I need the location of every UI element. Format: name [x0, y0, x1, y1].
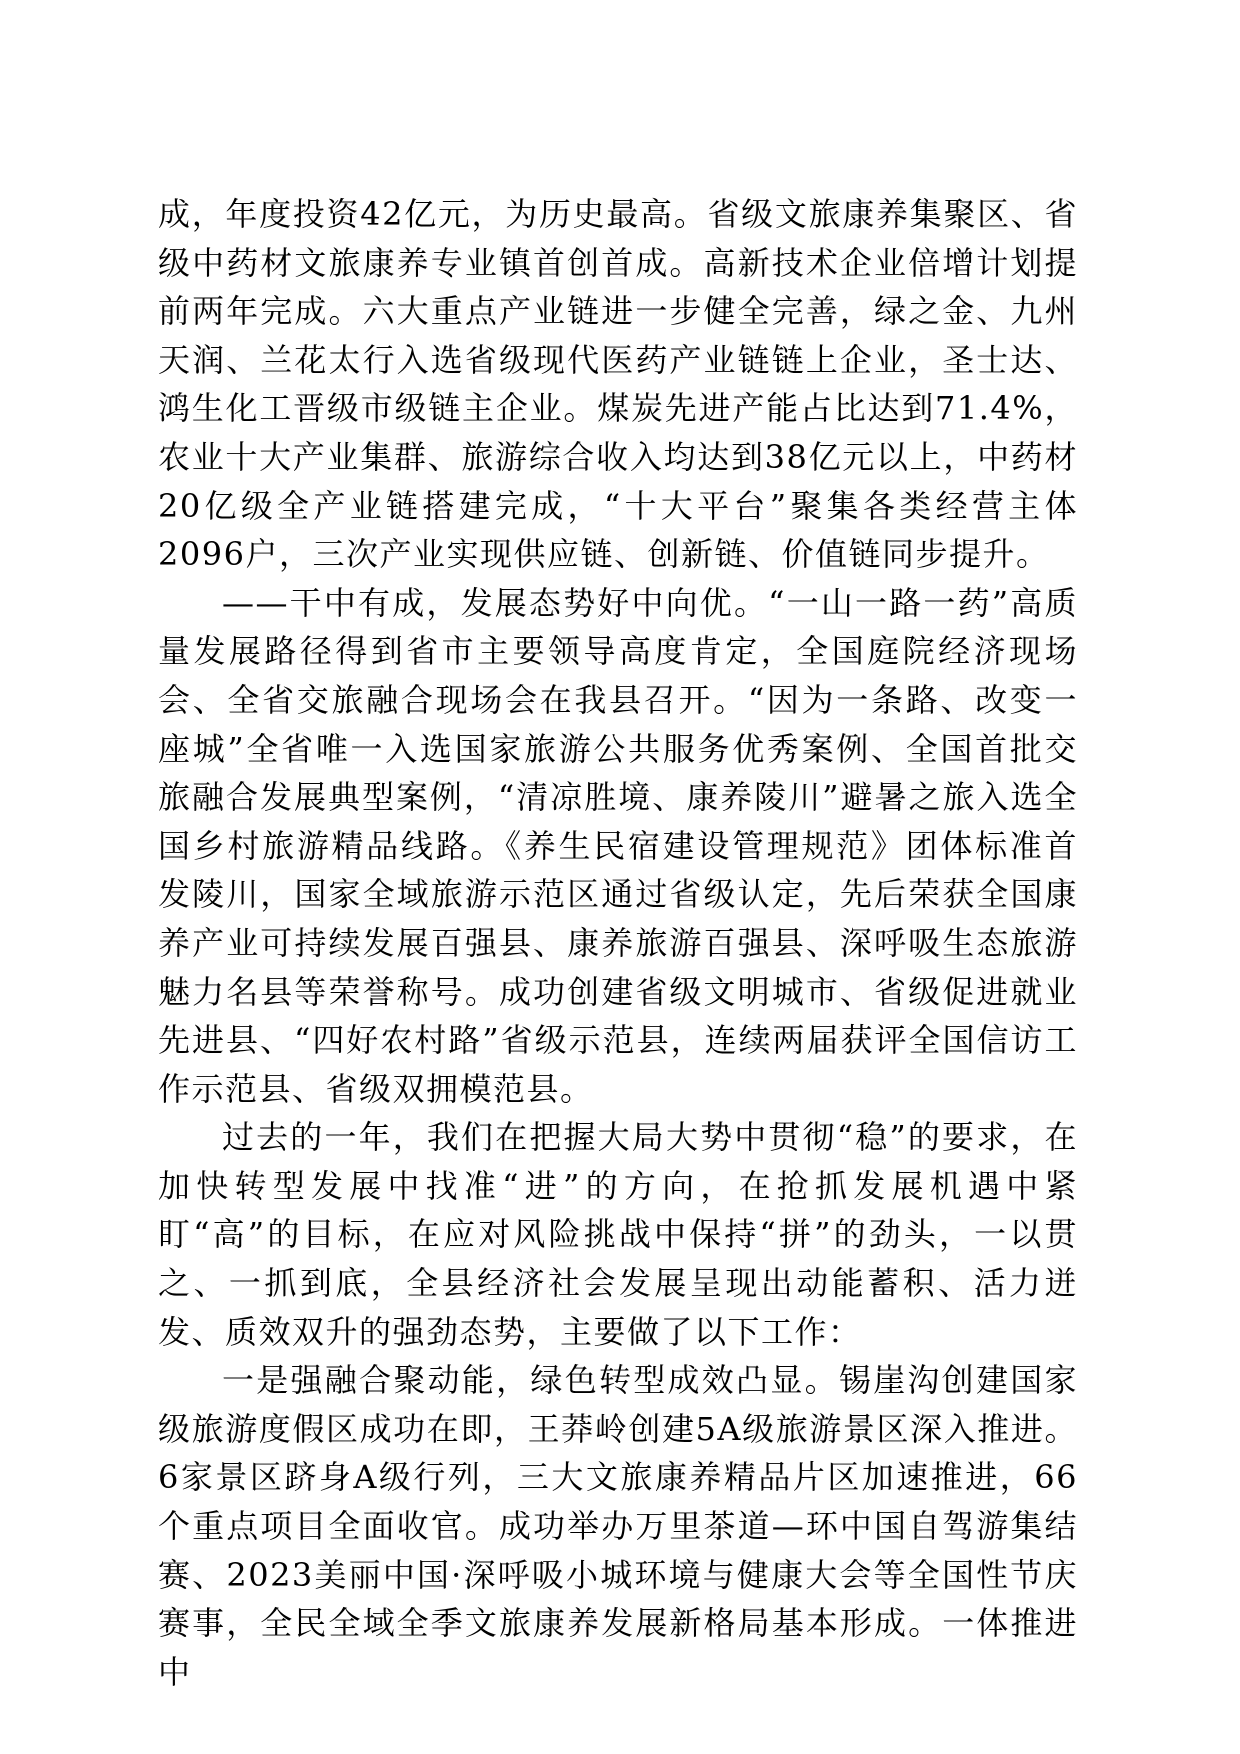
paragraph-2: ——干中有成，发展态势好中向优。“一山一路一药”高质量发展路径得到省市主要领导高度肯定，全国庭院经济现场会、全省交旅融合现场会在我县召开。“因为一条路、改变一座城”全省唯一入选国家旅游公共服务优秀案例、全国首批交旅融合发展典型案例，“清凉胜境、康养陵川”避暑之旅入选全国乡村旅游精品线路。《养生民宿建设管理规范》团体标准首发陵川，国家全域旅游示范区通过省级认定，先后荣获全国康养产业可持续发展百强县、康养旅游百强县、深呼吸生态旅游魅力名县等荣誉称号。成功创建省级文明城市、省级促进就业先进县、“四好农村路”省级示范县，连续两届获评全国信访工作示范县、省级双拥模范县。	[158, 583, 1078, 1108]
paragraph-3: 过去的一年，我们在把握大局大势中贯彻“稳”的要求，在加快转型发展中找准“进”的方向，在抢抓发展机遇中紧盯“高”的目标，在应对风险挑战中保持“拼”的劲头，一以贯之、一抓到底，全县经济社会发展呈现出动能蓄积、活力迸发、质效双升的强劲态势，主要做了以下工作：	[158, 1118, 1078, 1351]
document-body	[158, 190, 1078, 1696]
paragraph-1: 成，年度投资42亿元，为历史最高。省级文旅康养集聚区、省级中药材文旅康养专业镇首创首成。高新技术企业倍增计划提前两年完成。六大重点产业链进一步健全完善，绿之金、九州天润、兰花太行入选省级现代医药产业链链上企业，圣士达、鸿生化工晋级市级链主企业。煤炭先进产能占比达到71.4%，农业十大产业集群、旅游综合收入均达到38亿元以上，中药材20亿级全产业链搭建完成，“十大平台”聚集各类经营主体2096户，三次产业实现供应链、创新链、价值链同步提升。	[158, 195, 1078, 574]
paragraph-4: 一是强融合聚动能，绿色转型成效凸显。锡崖沟创建国家级旅游度假区成功在即，王莽岭创建5A级旅游景区深入推进。6家景区跻身A级行列，三大文旅康养精品片区加速推进，66个重点项目全面收官。成功举办万里茶道—环中国自驾游集结赛、2023美丽中国·深呼吸小城环境与健康大会等全国性节庆赛事，全民全域全季文旅康养发展新格局基本形成。一体推进中	[158, 1361, 1078, 1691]
